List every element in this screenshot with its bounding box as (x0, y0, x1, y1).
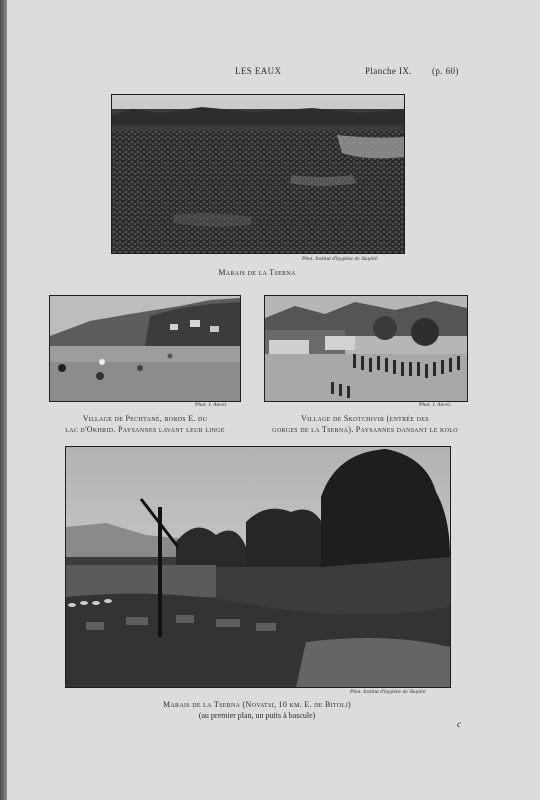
plate-page (7, 0, 540, 800)
caption-middle-right (259, 413, 471, 435)
caption-bottom-line1: Marais de la Tserna (Novatsi, 10 km. E. de Bitolj) (163, 700, 351, 709)
caption-middle-right-line1: Village de Skotchivir (entrée des (301, 414, 429, 423)
photo-marsh-tserna (111, 94, 405, 254)
caption-middle-left (47, 413, 243, 435)
photo-village-skotchivir (264, 295, 468, 402)
photo-credit-bottom: Phot. Institut d'hygiène de Skoplié. (350, 689, 427, 695)
photo-village-pechtane (49, 295, 241, 402)
page-edge (0, 0, 7, 800)
caption-bottom-line2: (au premier plan, un puits à bascule) (198, 711, 316, 720)
photo-marsh-novatsi (65, 446, 451, 688)
page-reference: (p. 60) (432, 66, 459, 76)
photo-credit-middle-right: Phot. J. Ancel. (419, 402, 452, 408)
caption-middle-right-line2: gorges de la Tserna). Paysannes dansant le kolo (272, 425, 458, 434)
photo-credit-top: Phot. Institut d'hygiène de Skoplié. (302, 256, 379, 262)
caption-middle-left-line1: Village de Pechtané, bords E. du (82, 414, 208, 423)
caption-middle-left-line2: lac d'Okhrid. Paysannes lavant leur linge (65, 425, 225, 434)
running-header-title: LES EAUX (235, 66, 282, 76)
caption-top: Marais de la Tserna (218, 268, 296, 277)
photo-credit-middle-left: Phot. J. Ancel. (195, 402, 228, 408)
signature-mark: c (457, 719, 461, 729)
plate-number: Planche IX. (365, 66, 412, 76)
caption-bottom (65, 699, 449, 721)
